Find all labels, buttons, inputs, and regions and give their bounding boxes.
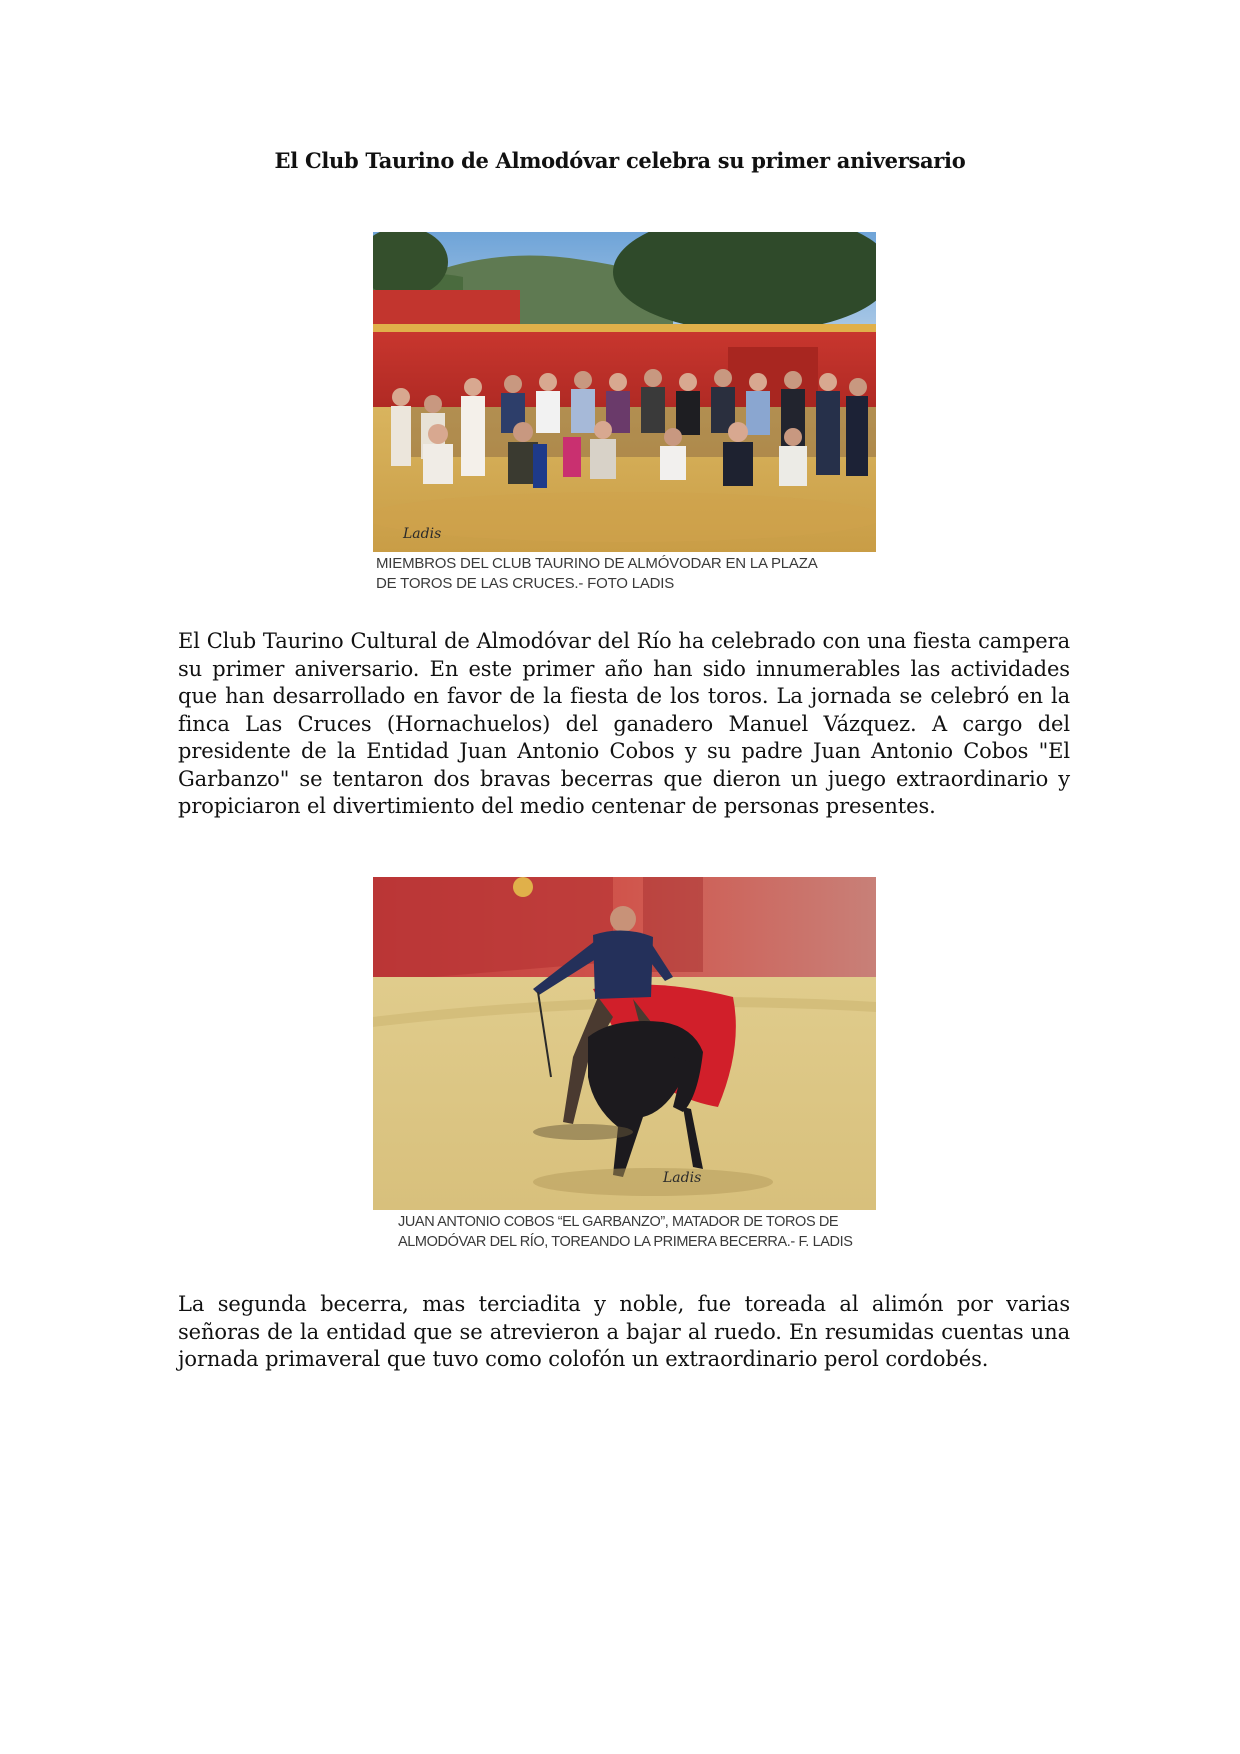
body-paragraph: La segunda becerra, mas terciadita y noble, fue toreada al alimón por varias señoras de la entidad que se atrevieron a bajar al ruedo. En resumidas cuentas una jornada primaveral que tuvo como colofón un extraordinario perol cordobés.: [178, 1292, 1070, 1371]
group-photo: [373, 232, 876, 552]
bullfight-photo-figure: [373, 877, 876, 1252]
caption-line: JUAN ANTONIO COBOS “EL GARBANZO”, MATADOR DE TOROS DE: [398, 1214, 839, 1230]
caption-line: MIEMBROS DEL CLUB TAURINO DE ALMÓVODAR EN LA PLAZA: [376, 555, 818, 572]
group-photo-figure: [373, 232, 876, 594]
photo-signature: Ladis: [663, 1170, 702, 1186]
document-title: El Club Taurino de Almodóvar celebra su primer aniversario: [274, 148, 966, 173]
bullfight-photo: [373, 877, 876, 1210]
caption-line: DE TOROS DE LAS CRUCES.- FOTO LADIS: [376, 575, 675, 592]
body-paragraph: El Club Taurino Cultural de Almodóvar del Río ha celebrado con una fiesta campera su primer aniversario. En este primer año han sido innumerables las actividades que han desarrollado en favor de la fiesta de los toros. La jornada se celebró en la finca Las Cruces (Hornachuelos) del ganadero Manuel Vázquez. A cargo del presidente de la Entidad Juan Antonio Cobos y su padre Juan Antonio Cobos "El Garbanzo" se tentaron dos bravas becerras que dieron un juego extraordinario y propiciaron el divertimiento del medio centenar de personas presentes.: [178, 629, 1070, 818]
caption-line: ALMODÓVAR DEL RÍO, TOREANDO LA PRIMERA BECERRA.- F. LADIS: [398, 1234, 853, 1250]
photo-signature: Ladis: [403, 526, 442, 542]
photo-caption: [373, 1212, 876, 1252]
photo-caption: [373, 554, 876, 594]
